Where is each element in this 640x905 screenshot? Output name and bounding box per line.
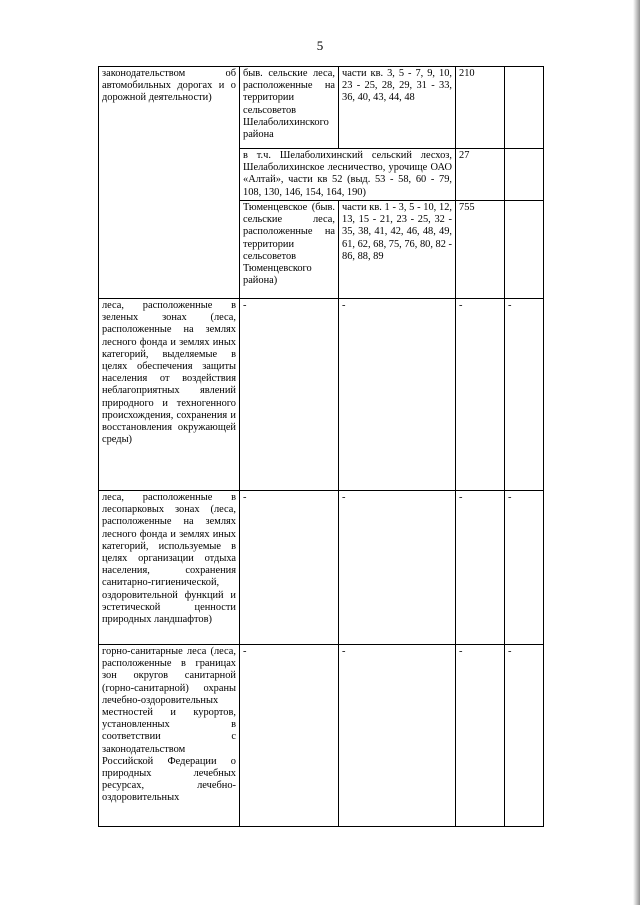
table-cell-quarters: - — [339, 299, 456, 491]
table-cell-extra — [505, 201, 544, 299]
table-cell-area: 210 — [456, 67, 505, 149]
table-cell-quarters: - — [339, 645, 456, 827]
table-cell-extra — [505, 67, 544, 149]
table-row — [99, 299, 544, 491]
table-cell-location: быв. сельские леса, расположенные на территории сельсоветов Шелаболихинского района — [240, 67, 339, 149]
table-cell-extra: - — [505, 645, 544, 827]
table-cell-area: 755 — [456, 201, 505, 299]
table-row — [99, 491, 544, 645]
table-cell-category: леса, расположенные в лесопарковых зонах (леса, расположенные на землях лесного фонда и землях иных категорий, используемые в целях организации отдыха населения, сохранения санитарно-гигиенической, оздоровительной функций и эстетической ценности природных ландшафтов) — [99, 491, 240, 645]
forest-table — [98, 66, 544, 827]
table-cell-area: - — [456, 645, 505, 827]
table-cell-quarters: - — [339, 491, 456, 645]
table-cell-category: горно-санитарные леса (леса, расположенные в границах зон округов санитарной (горно-санитарной) охраны лечебно-оздоровительных местностей и курортов, установленных в соответствии с законодательством Российской Федерации о природных лечебных ресурсах, лечебно-оздоровительных — [99, 645, 240, 827]
table-cell-area: 27 — [456, 149, 505, 201]
table-row — [99, 67, 544, 149]
page-number: 5 — [316, 38, 324, 53]
table-cell-area: - — [456, 491, 505, 645]
table-cell-quarters: части кв. 3, 5 - 7, 9, 10, 23 - 25, 28, 29, 31 - 33, 36, 40, 43, 44, 48 — [339, 67, 456, 149]
table-cell-location: - — [240, 299, 339, 491]
scan-edge-shadow — [633, 0, 640, 905]
table-cell-extra — [505, 149, 544, 201]
table-cell-area: - — [456, 299, 505, 491]
table-cell-extra: - — [505, 299, 544, 491]
table-cell-category: законодательством об автомобильных дорогах и о дорожной деятельности) — [99, 67, 240, 299]
table-row — [99, 645, 544, 827]
table-cell-location: - — [240, 645, 339, 827]
table-cell-extra: - — [505, 491, 544, 645]
table-cell-category: леса, расположенные в зеленых зонах (леса, расположенные на землях лесного фонда и землях иных категорий, выделяемые в целях обеспечения защиты населения от воздействия неблагоприятных явлений природного и техногенного происхождения, сохранения и восстановления окружающей среды) — [99, 299, 240, 491]
table-cell-location: Тюменцевское (быв. сельские леса, расположенные на территории сельсоветов Тюменцевского района) — [240, 201, 339, 299]
table-cell-quarters: части кв. 1 - 3, 5 - 10, 12, 13, 15 - 21, 23 - 25, 32 - 35, 38, 41, 42, 46, 48, 49, 61, 62, 68, 75, 76, 80, 82 - 86, 88, 89 — [339, 201, 456, 299]
table-cell-location: - — [240, 491, 339, 645]
table-cell-location-detail: в т.ч. Шелаболихинский сельский лесхоз, Шелаболихинское лесничество, урочище ОАО «Алтай», части кв 52 (выд. 53 - 58, 60 - 79, 108, 130, 146, 154, 164, 190) — [240, 149, 456, 201]
